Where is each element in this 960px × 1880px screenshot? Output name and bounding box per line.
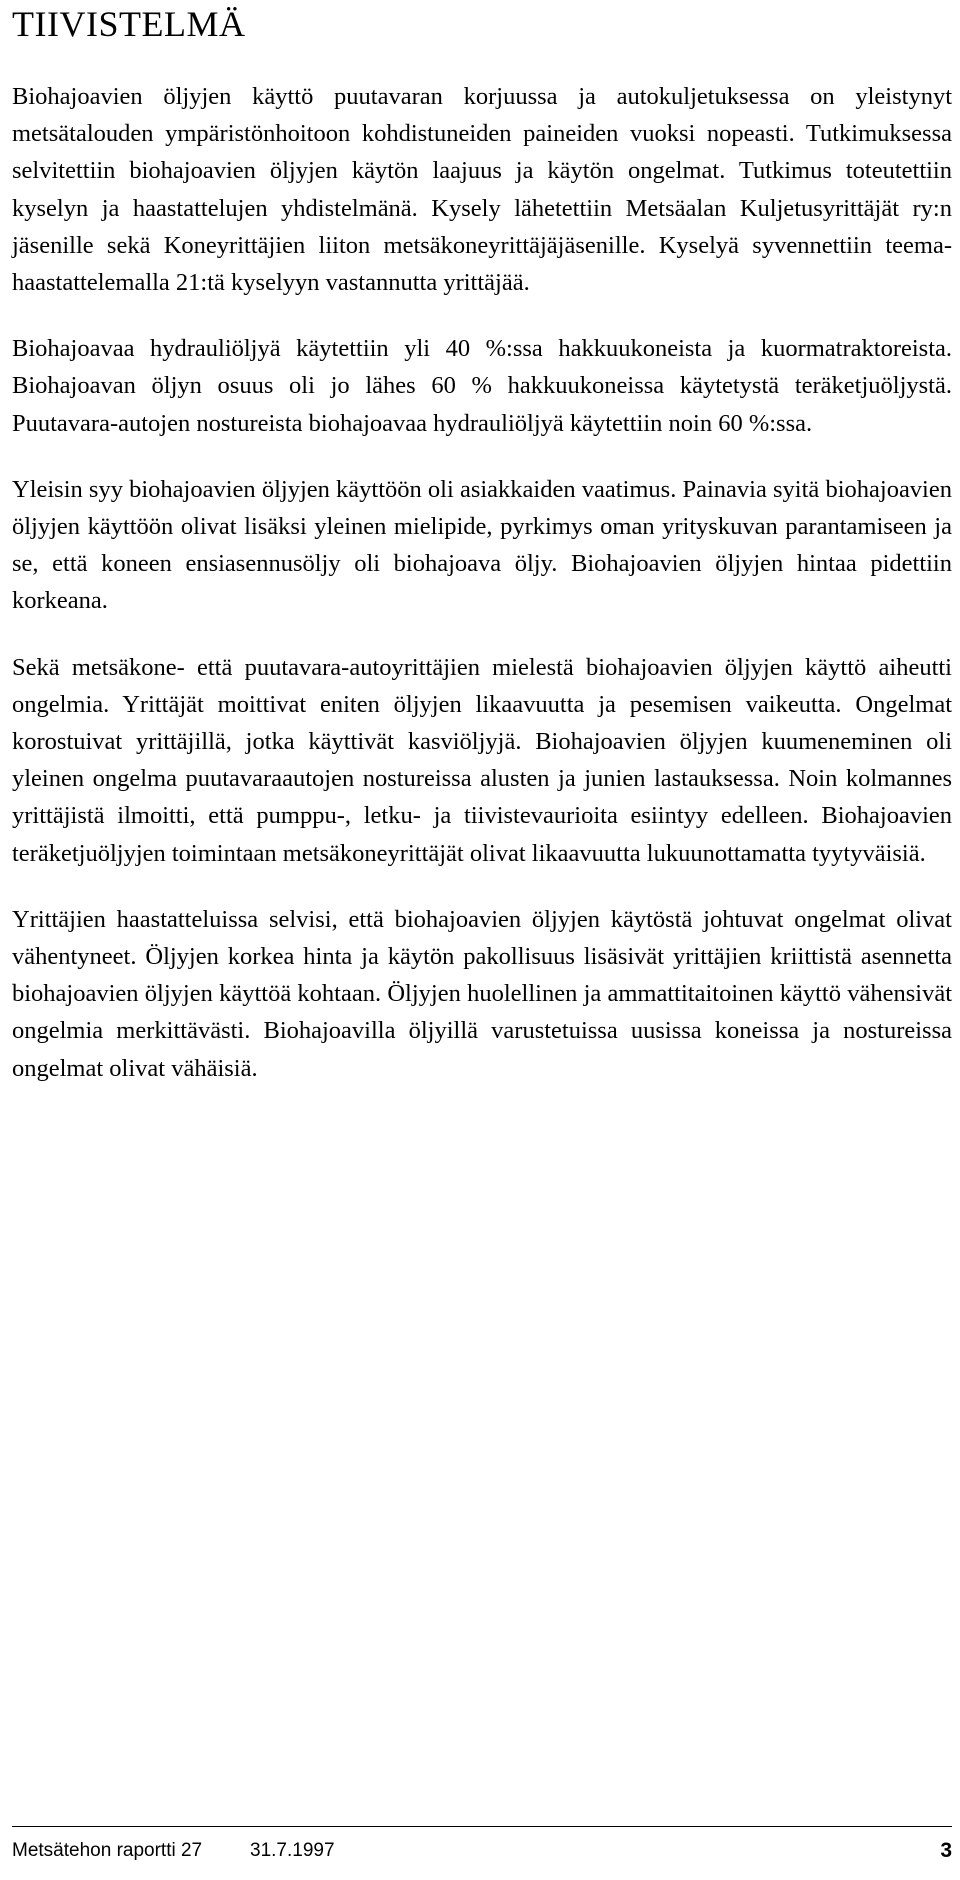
- footer-report-name: Metsätehon raportti 27: [12, 1840, 203, 1861]
- paragraph-1: Biohajoavien öljyjen käyttö puutavaran korjuussa ja autokuljetuksessa on yleistynyt metsätalouden ympäristönhoitoon kohdistuneiden paineiden vuoksi nopeasti. Tutkimuksessa selvitettiin biohajoavien öljyjen käytön laajuus ja käytön ongelmat. Tutkimus toteutettiin kyselyn ja haastattelujen yhdistelmänä. Kysely lähetettiin Metsäalan Kuljetusyrittäjät ry:n jäsenille sekä Koneyrittäjien liiton metsäkoneyrittäjäjäsenille. Kyselyä syvennettiin teemahaastattelemalla 21:tä kyselyyn vastannutta yrittäjää.: [12, 83, 952, 297]
- document-page: [12, 0, 956, 1880]
- paragraph-4: Sekä metsäkone- että puutavara-autoyrittäjien mielestä biohajoavien öljyjen käyttö aiheutti ongelmia. Yrittäjät moittivat eniten öljyjen likaavuutta ja pesemisen vaikeutta. Ongelmat korostuivat yrittäjillä, jotka käyttivät kasviöljyjä. Biohajoavien öljyjen kuumeneminen oli yleinen ongelma puutavaraautojen nostureissa alusten ja junien lastauksessa. Noin kolmannes yrittäjistä ilmoitti, että pumppu-, letku- ja tiivistevaurioita esiintyy edelleen. Biohajoavien teräketjuöljyjen toimintaan metsäkoneyrittäjät olivat likaavuutta lukuunottamatta tyytyväisiä.: [12, 653, 952, 867]
- page-title: TIIVISTELMÄ: [12, 4, 246, 44]
- footer-date: 31.7.1997: [250, 1840, 335, 1861]
- footer-divider: [12, 1826, 952, 1827]
- paragraph-2: Biohajoavaa hydrauliöljyä käytettiin yli 40 %:ssa hakkuukoneista ja kuormatraktoreista. Biohajoavan öljyn osuus oli jo lähes 60 % hakkuukoneissa käytetystä teräketjuöljystä. Puutavara-autojen nostureista biohajoavaa hydrauliöljyä käytettiin noin 60 %:ssa.: [12, 335, 952, 437]
- paragraph-3: Yleisin syy biohajoavien öljyjen käyttöön oli asiakkaiden vaatimus. Painavia syitä biohajoavien öljyjen käyttöön olivat lisäksi yleinen mielipide, pyrkimys oman yrityskuvan parantamiseen ja se, että koneen ensiasennusöljy oli biohajoava öljy. Biohajoavien öljyjen hintaa pidettiin korkeana.: [12, 475, 952, 615]
- page-number: 3: [940, 1839, 952, 1862]
- summary-body: [12, 78, 952, 1116]
- page-footer: [12, 1838, 952, 1868]
- paragraph-5: Yrittäjien haastatteluissa selvisi, että biohajoavien öljyjen käytöstä johtuvat ongelmat olivat vähentyneet. Öljyjen korkea hinta ja käytön pakollisuus lisäsivät yrittäjien kriittistä asennetta biohajoavien öljyjen käyttöä kohtaan. Öljyjen huolellinen ja ammattitaitoinen käyttö vähensivät ongelmia merkittävästi. Biohajoavilla öljyillä varustetuissa uusissa koneissa ja nostureissa ongelmat olivat vähäisiä.: [12, 905, 952, 1082]
